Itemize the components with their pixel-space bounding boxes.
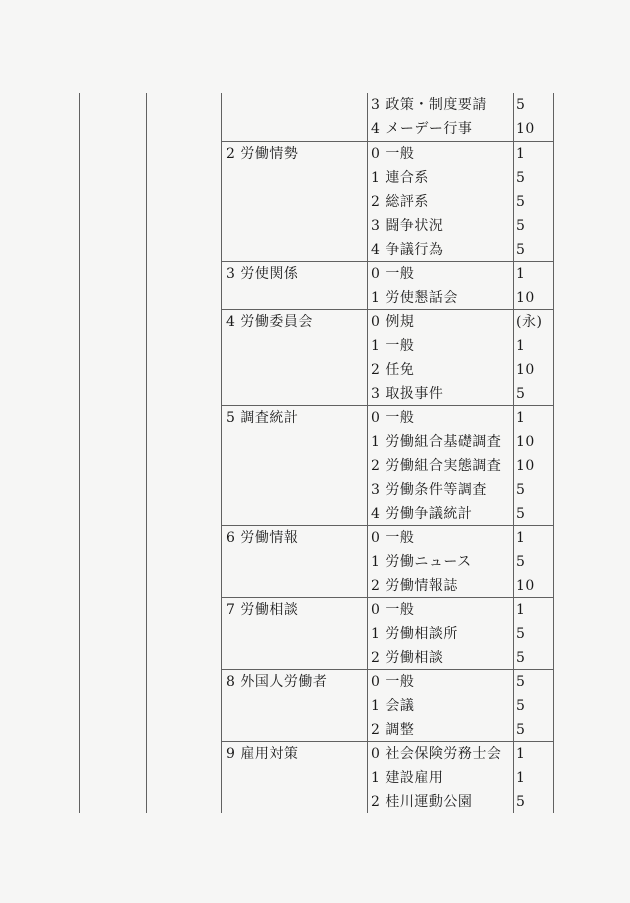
item-label: 4 労働争議統計: [371, 506, 473, 522]
section-rows: [367, 262, 553, 309]
item-label: 0 例規: [371, 314, 415, 330]
item-label: 3 取扱事件: [371, 386, 444, 402]
table-section: [221, 597, 553, 669]
table-row: [367, 406, 553, 430]
retention-period: 1: [516, 338, 526, 354]
table-section: [221, 405, 553, 525]
section-rows: [367, 670, 553, 741]
retention-period: 5: [516, 722, 526, 738]
item-label: 0 一般: [371, 602, 415, 618]
section-rows: [367, 598, 553, 669]
section-rows: [367, 310, 553, 405]
retention-period: 1: [516, 530, 526, 546]
category-cell: 9 雇用対策: [226, 746, 299, 762]
item-label: 3 労働条件等調査: [371, 482, 487, 498]
table-row: [367, 526, 553, 550]
table-row: [367, 93, 553, 117]
item-label: 0 一般: [371, 410, 415, 426]
item-label: 0 社会保険労務士会: [371, 746, 502, 762]
retention-period: 10: [516, 434, 535, 450]
table-vertical-line: [146, 93, 147, 813]
retention-period: 1: [516, 746, 526, 762]
item-label: 1 会議: [371, 698, 415, 714]
item-label: 1 労使懇話会: [371, 290, 458, 306]
table-row: [367, 334, 553, 358]
item-label: 2 総評系: [371, 194, 429, 210]
table-row: [367, 310, 553, 334]
retention-period: 10: [516, 578, 535, 594]
table-row: [367, 358, 553, 382]
retention-period: 5: [516, 698, 526, 714]
section-rows: [367, 742, 553, 813]
retention-schedule-table: [79, 93, 554, 813]
table-vertical-line: [79, 93, 80, 813]
retention-period: 5: [516, 170, 526, 186]
retention-period: 5: [516, 674, 526, 690]
retention-period: 5: [516, 506, 526, 522]
item-label: 0 一般: [371, 674, 415, 690]
retention-period: (永): [516, 314, 543, 330]
item-label: 2 労働情報誌: [371, 578, 458, 594]
table-row: [367, 670, 553, 694]
table-row: [367, 262, 553, 286]
retention-period: 5: [516, 194, 526, 210]
retention-period: 5: [516, 650, 526, 666]
table-section: [221, 741, 553, 813]
category-cell: 8 外国人労働者: [226, 674, 328, 690]
category-cell: 6 労働情報: [226, 530, 299, 546]
retention-period: 5: [516, 482, 526, 498]
table-row: [367, 478, 553, 502]
item-label: 2 桂川運動公園: [371, 794, 473, 810]
table-row: [367, 766, 553, 790]
table-section: [221, 669, 553, 741]
table-row: [367, 238, 553, 261]
item-label: 3 政策・制度要請: [371, 97, 487, 113]
item-label: 2 任免: [371, 362, 415, 378]
table-row: [367, 622, 553, 646]
item-label: 1 一般: [371, 338, 415, 354]
category-cell: 5 調査統計: [226, 410, 299, 426]
table-row: [367, 430, 553, 454]
item-label: 2 労働相談: [371, 650, 444, 666]
table-row: [367, 574, 553, 597]
retention-period: 1: [516, 770, 526, 786]
table-row: [367, 790, 553, 813]
item-label: 3 闘争状況: [371, 218, 444, 234]
retention-period: 5: [516, 626, 526, 642]
item-label: 1 連合系: [371, 170, 429, 186]
item-label: 2 調整: [371, 722, 415, 738]
retention-period: 10: [516, 290, 535, 306]
category-cell: 3 労使関係: [226, 266, 299, 282]
table-row: [367, 454, 553, 478]
retention-period: 10: [516, 458, 535, 474]
table-row: [367, 550, 553, 574]
table-section: [221, 525, 553, 597]
category-cell: 7 労働相談: [226, 602, 299, 618]
table-section: [221, 309, 553, 405]
item-label: 1 労働相談所: [371, 626, 458, 642]
table-section: [221, 93, 553, 141]
item-label: 0 一般: [371, 266, 415, 282]
item-label: 4 争議行為: [371, 242, 444, 258]
retention-period: 1: [516, 266, 526, 282]
table-row: [367, 718, 553, 741]
item-label: 0 一般: [371, 146, 415, 162]
section-rows: [367, 526, 553, 597]
item-label: 1 労働ニュース: [371, 554, 472, 570]
table-section: [221, 141, 553, 261]
table-row: [367, 190, 553, 214]
table-row: [367, 142, 553, 166]
category-cell: 4 労働委員会: [226, 314, 313, 330]
table-vertical-line: [553, 93, 554, 813]
table-row: [367, 286, 553, 309]
category-cell: [221, 93, 367, 141]
table-row: [367, 214, 553, 238]
item-label: 2 労働組合実態調査: [371, 458, 502, 474]
table-row: [367, 382, 553, 405]
table-section: [221, 261, 553, 309]
retention-period: 1: [516, 146, 526, 162]
retention-period: 10: [516, 362, 535, 378]
section-rows: [367, 93, 553, 141]
item-label: 0 一般: [371, 530, 415, 546]
table-body: [221, 93, 553, 813]
retention-period: 5: [516, 554, 526, 570]
item-label: 1 労働組合基礎調査: [371, 434, 502, 450]
section-rows: [367, 406, 553, 525]
retention-period: 5: [516, 218, 526, 234]
retention-period: 1: [516, 410, 526, 426]
category-cell: 2 労働情勢: [226, 146, 299, 162]
item-label: 4 メーデー行事: [371, 121, 473, 137]
retention-period: 1: [516, 602, 526, 618]
table-row: [367, 166, 553, 190]
item-label: 1 建設雇用: [371, 770, 444, 786]
table-row: [367, 646, 553, 669]
table-row: [367, 694, 553, 718]
table-row: [367, 598, 553, 622]
retention-period: 10: [516, 121, 535, 137]
section-rows: [367, 142, 553, 261]
retention-period: 5: [516, 794, 526, 810]
retention-period: 5: [516, 242, 526, 258]
retention-period: 5: [516, 386, 526, 402]
retention-period: 5: [516, 97, 526, 113]
table-row: [367, 502, 553, 525]
table-row: [367, 117, 553, 141]
table-row: [367, 742, 553, 766]
